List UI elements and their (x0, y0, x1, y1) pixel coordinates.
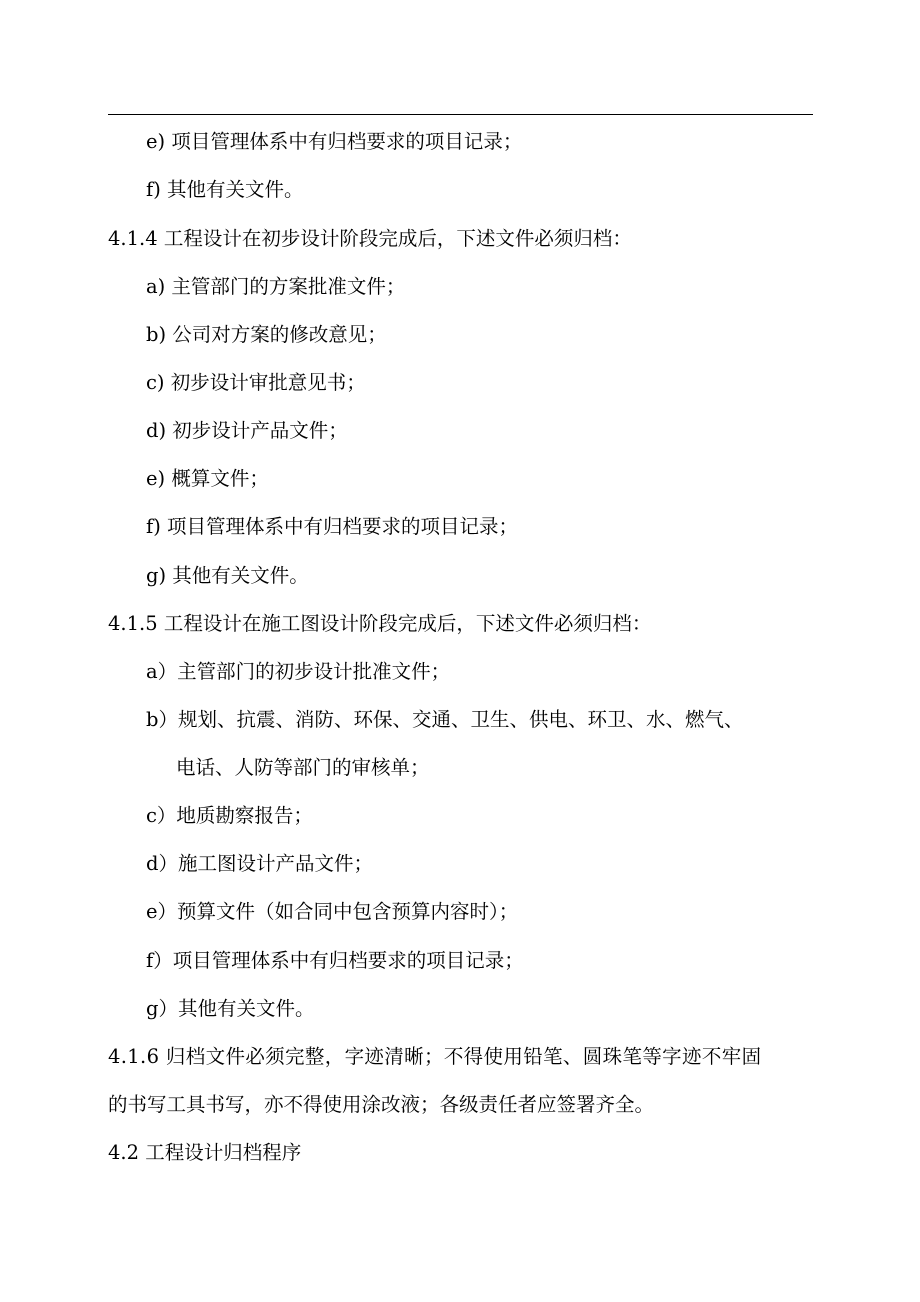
list-item: c）地质勘察报告； (146, 804, 313, 827)
section-heading-4-2: 4.2 工程设计归档程序 (108, 1141, 302, 1164)
list-item: d) 初步设计产品文件； (146, 419, 348, 442)
list-item: a）主管部门的初步设计批准文件； (146, 660, 451, 683)
list-item: d）施工图设计产品文件； (146, 852, 373, 875)
list-item: f）项目管理体系中有归档要求的项目记录； (146, 949, 524, 972)
list-item: c) 初步设计审批意见书； (146, 371, 366, 394)
list-item: b) 公司对方案的修改意见； (146, 323, 387, 346)
list-item: e) 项目管理体系中有归档要求的项目记录； (146, 130, 523, 153)
list-item: a) 主管部门的方案批准文件； (146, 275, 406, 298)
section-heading-4-1-4: 4.1.4 工程设计在初步设计阶段完成后，下述文件必须归档： (108, 227, 632, 250)
list-item: e）预算文件（如合同中包含预算内容时）； (146, 900, 519, 923)
section-paragraph-4-1-6: 4.1.6 归档文件必须完整，字迹清晰；不得使用铅笔、圆珠笔等字迹不牢固 (108, 1045, 762, 1068)
list-item-continuation: 电话、人防等部门的审核单； (176, 756, 430, 779)
list-item: g）其他有关文件。 (146, 997, 315, 1020)
header-rule (108, 114, 813, 115)
list-item: b）规划、抗震、消防、环保、交通、卫生、供电、环卫、水、燃气、 (146, 708, 744, 731)
list-item: f) 其他有关文件。 (146, 178, 304, 201)
list-item: e) 概算文件； (146, 467, 269, 490)
paragraph-continuation: 的书写工具书写，亦不得使用涂改液；各级责任者应签署齐全。 (108, 1093, 655, 1116)
section-heading-4-1-5: 4.1.5 工程设计在施工图设计阶段完成后，下述文件必须归档： (108, 612, 652, 635)
list-item: f) 项目管理体系中有归档要求的项目记录； (146, 515, 519, 538)
list-item: g) 其他有关文件。 (146, 564, 309, 587)
